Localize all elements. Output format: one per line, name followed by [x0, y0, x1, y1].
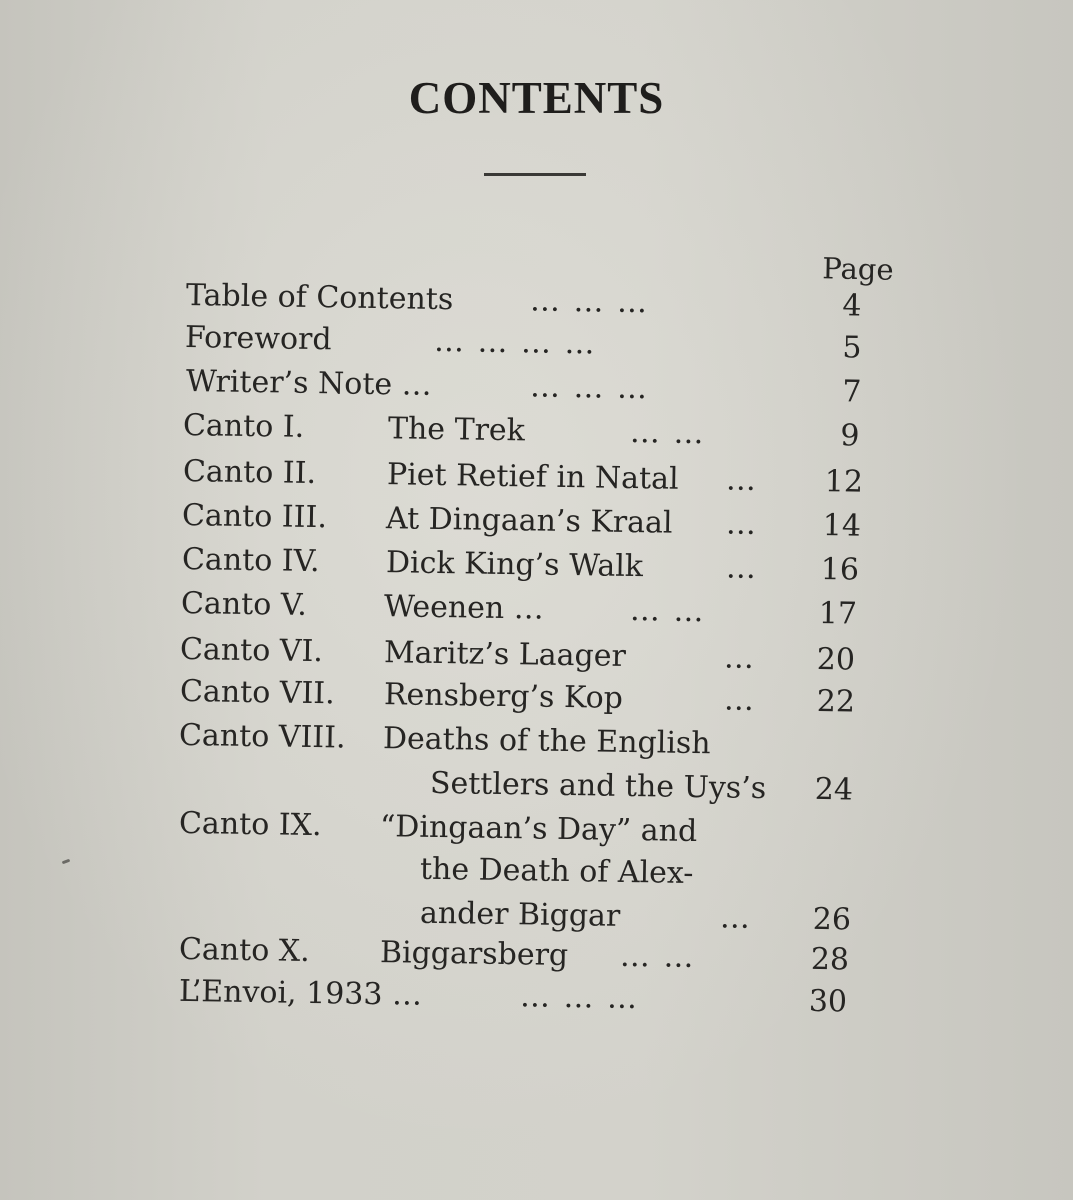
toc-page-number: 17 [818, 595, 858, 632]
toc-entry-title: Deaths of the English [382, 721, 711, 762]
toc-canto-number: Canto VII. [179, 673, 335, 712]
toc-leader: … [719, 900, 753, 936]
toc-leader: … [725, 462, 759, 499]
page-column-label: Page [822, 251, 894, 287]
page-title: CONTENTS [408, 73, 665, 123]
toc-entry-title-continued: the Death of Alex- [419, 851, 694, 892]
toc-leader: … … [629, 593, 706, 630]
toc-entry-title-continued: Settlers and the Uys’s [429, 765, 767, 807]
toc-page-number: 9 [840, 418, 860, 454]
toc-leader: … … [619, 938, 696, 976]
toc-canto-number: Canto IX. [178, 805, 322, 844]
toc-page-number: 30 [808, 983, 848, 1020]
toc-leader: … [725, 550, 759, 587]
toc-entry-title: Weenen … [383, 589, 545, 627]
toc-canto-number: Canto VI. [179, 631, 324, 670]
toc-entry-title: The Trek [387, 411, 526, 449]
toc-canto-number: Canto III. [181, 497, 328, 536]
toc-entry-title: L’Envoi, 1933 … [178, 973, 423, 1013]
toc-leader: … [723, 640, 757, 676]
toc-entry-title: Dick King’s Walk [385, 545, 644, 585]
toc-canto-number: Canto II. [182, 453, 317, 492]
toc-page-number: 24 [814, 771, 854, 808]
toc-entry-title: “Dingaan’s Day” and [379, 809, 698, 850]
toc-entry-title: Writer’s Note … [185, 364, 432, 403]
toc-canto-number: Canto VIII. [178, 717, 346, 756]
toc-canto-number: Canto V. [180, 585, 308, 623]
toc-canto-number: Canto IV. [181, 541, 320, 580]
toc-leader: … … … … [433, 323, 597, 362]
toc-leader: … … … [529, 369, 650, 407]
toc-leader: … [723, 682, 757, 718]
toc-entry-title: At Dingaan’s Kraal [385, 501, 673, 541]
toc-entry-title: Table of Contents [185, 278, 454, 318]
toc-page-number: 20 [816, 641, 856, 678]
toc-canto-number: Canto I. [182, 407, 305, 445]
toc-page-number: 16 [820, 552, 860, 588]
toc-entry-title: Rensberg’s Kop [383, 677, 624, 716]
toc-page-number: 28 [810, 941, 850, 978]
toc-leader: … … … [529, 283, 650, 321]
toc-page-number: 12 [824, 464, 864, 500]
toc-page-number: 26 [812, 901, 852, 938]
toc-entry-title: Maritz’s Laager [383, 635, 627, 674]
toc-entry-title: Foreword [184, 319, 332, 358]
toc-canto-number: Canto X. [178, 931, 310, 969]
toc-leader: … … [629, 415, 706, 452]
toc-page-number: 5 [842, 330, 862, 366]
toc-page-number: 14 [822, 508, 862, 544]
toc-page-number: 4 [842, 288, 862, 324]
toc-entry-title-continued: ander Biggar [419, 895, 621, 934]
toc-page-number: 22 [816, 683, 856, 720]
toc-leader: … [725, 506, 759, 543]
toc-entry-title: Biggarsberg [379, 935, 569, 974]
toc-leader: … … … [519, 979, 640, 1017]
toc-entry-title: Piet Retief in Natal [386, 457, 679, 497]
toc-page-number: 7 [842, 374, 862, 410]
